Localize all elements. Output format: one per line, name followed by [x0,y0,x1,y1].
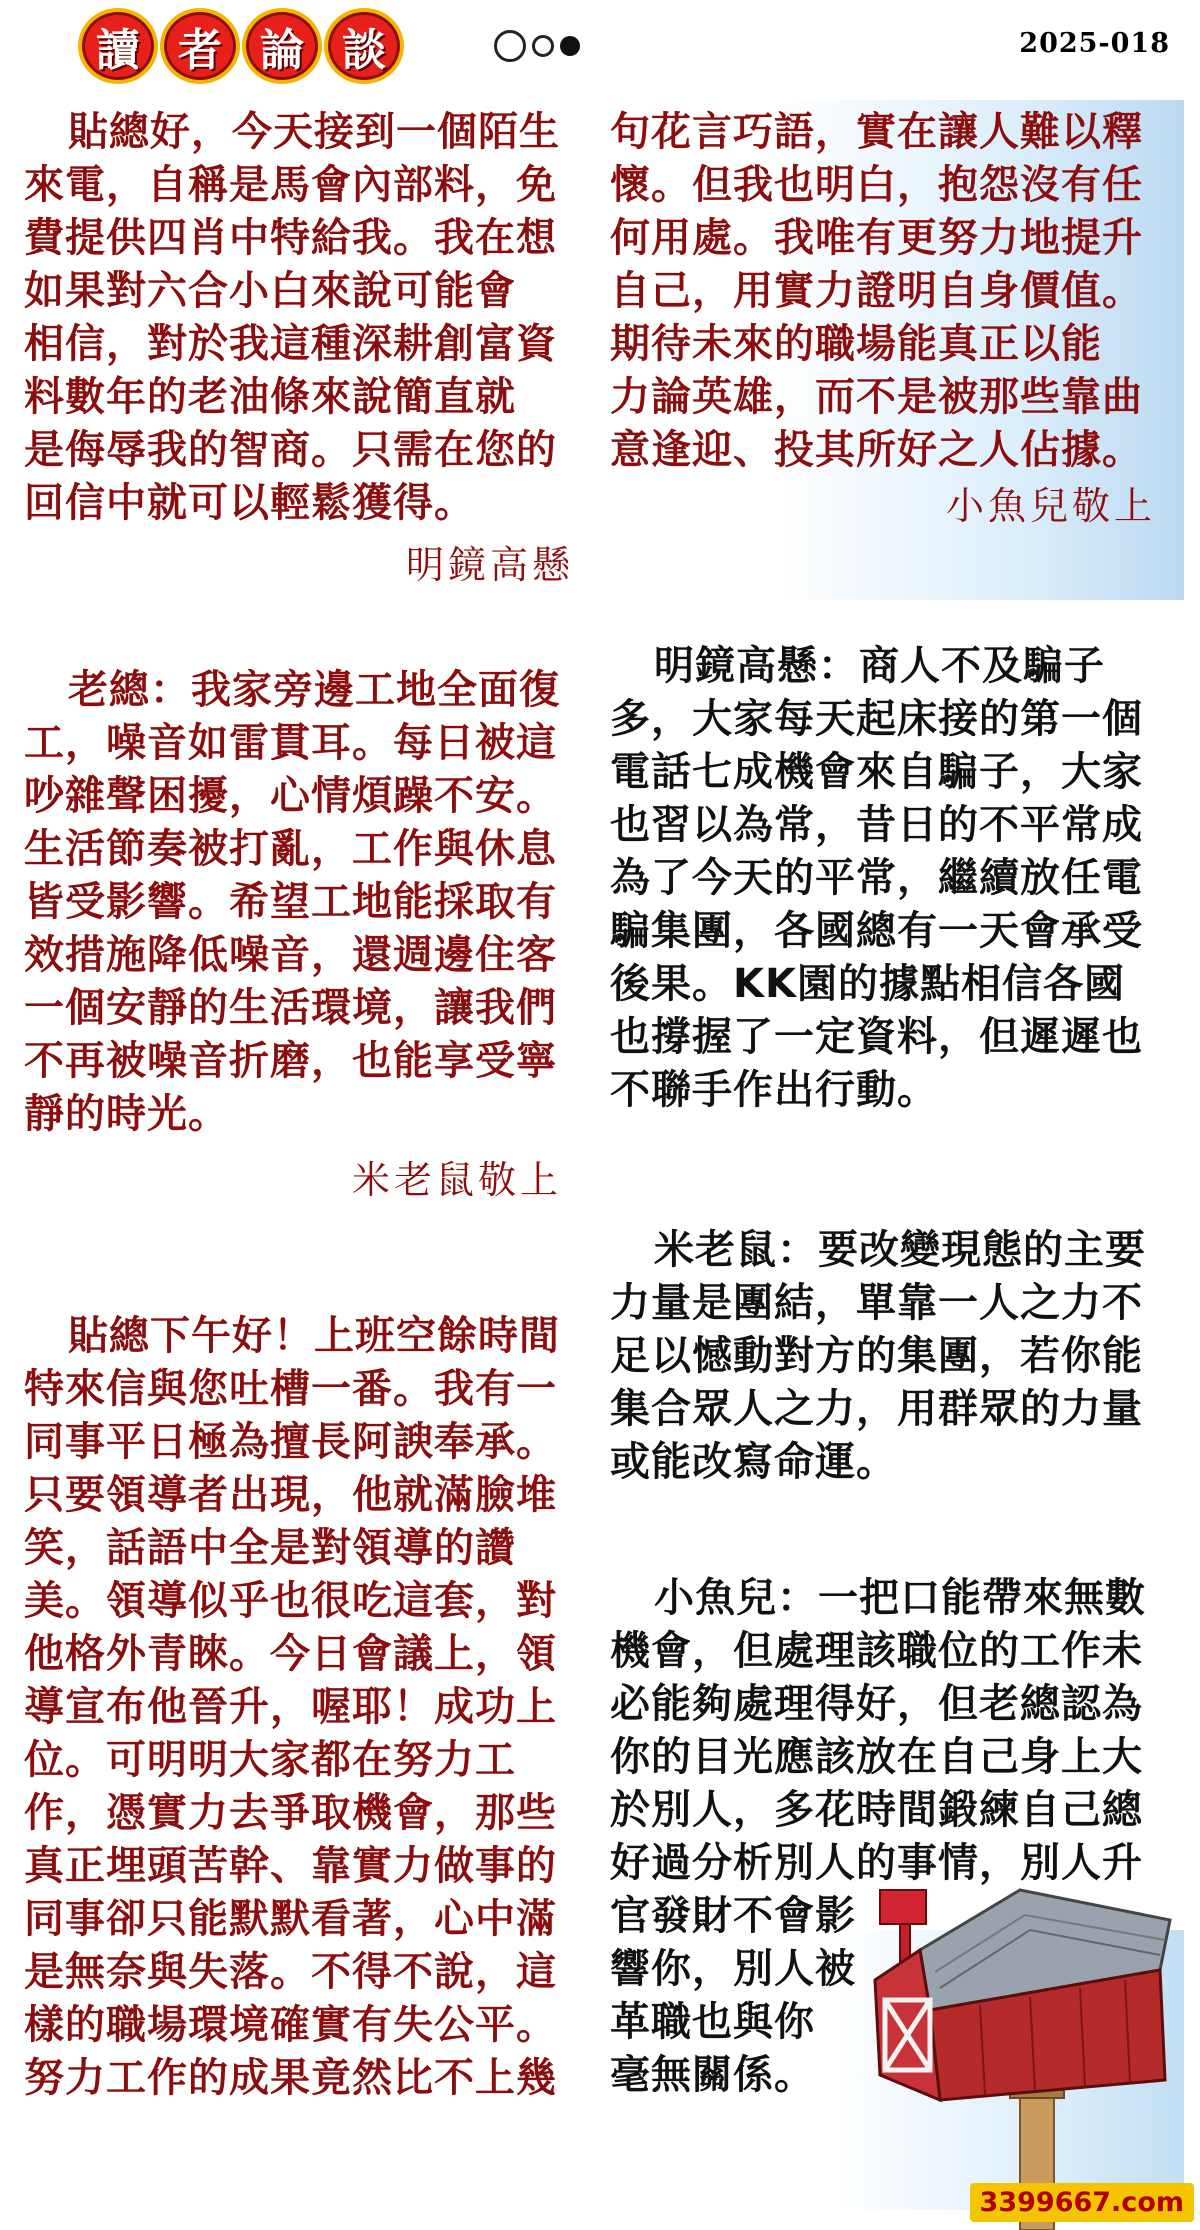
text-line: 如果對六合小白來說可能會 [24,268,516,314]
text-line: 毫無關係。 [610,2052,815,2098]
title-char-badge: 者 [160,8,240,84]
text-line: 同事卻只能默默看著，心中滿 [24,1896,557,1942]
mailbox-icon [860,1860,1190,2230]
letter-signature: 小魚兒敬上 [945,484,1156,528]
text-line: 作，憑實力去爭取機會，那些 [24,1790,557,1836]
text-line: 句花言巧語，實在讓人難以釋 [610,109,1143,155]
site-watermark: 3399667.com [970,2183,1194,2222]
issue-number: 2025-018 [1019,28,1170,59]
ring-dot-icon [494,30,526,62]
text-line: 他格外青睞。今日會議上，領 [24,1631,557,1677]
column-header [0,0,1200,92]
text-line: 電話七成機會來自騙子，大家 [610,749,1143,795]
text-line: 為了今天的平常，繼續放任電 [610,855,1143,901]
text-line: 料數年的老油條來說簡直就 [24,374,516,420]
text-line: 只要領導者出現，他就滿臉堆 [24,1472,557,1518]
text-line: 何用處。我唯有更努力地提升 [610,215,1143,261]
text-line: 生活節奏被打亂，工作與休息 [24,826,557,872]
text-line: 好過分析別人的事情，別人升 [610,1840,1143,1886]
text-line: 不再被噪音折磨，也能享受寧 [24,1038,557,1084]
text-line: 費提供四肖中特給我。我在想 [24,215,557,261]
text-line: 皆受影響。希望工地能採取有 [24,879,557,925]
reply-1 [610,640,1170,1117]
title-char-badge: 論 [242,8,322,84]
text-line: 回信中就可以輕鬆獲得。 [24,480,475,526]
column-title [78,8,404,86]
text-line: 力量是團結，單靠一人之力不 [610,1280,1143,1326]
text-line: 老總：我家旁邊工地全面復 [68,667,560,713]
text-line: 米老鼠：要改變現態的主要 [654,1227,1146,1273]
letter-3 [24,1310,584,2105]
text-line: 懷。但我也明白，抱怨沒有任 [610,162,1143,208]
text-line: 明鏡高懸：商人不及騙子 [654,643,1105,689]
text-line: 力論英雄，而不是被那些靠曲 [610,374,1143,420]
text-line: 特來信與您吐槽一番。我有一 [24,1366,557,1412]
letter-text [24,106,584,530]
text-line: 革職也與你 [610,1999,815,2045]
text-line: 不聯手作出行動。 [610,1067,938,1113]
reply-2 [610,1224,1170,1489]
filled-dot-icon [560,36,580,56]
ring-dot-icon [532,35,554,57]
text-line: 足以憾動對方的集團，若你能 [610,1333,1143,1379]
letter-1 [24,106,584,590]
text-line: 美。領導似乎也很吃這套，對 [24,1578,557,1624]
text-line: 必能夠處理得好，但老總認為 [610,1681,1143,1727]
text-line: 相信，對於我這種深耕創富資 [24,321,557,367]
text-line: 吵雜聲困擾，心情煩躁不安。 [24,773,557,819]
decorative-dots [494,30,580,62]
text-line: 官發財不會影 [610,1893,856,1939]
text-line: 自己，用實力證明自身價值。 [610,268,1143,314]
title-char-badge: 讀 [78,8,158,84]
title-char-badge: 談 [324,8,404,84]
text-line: 努力工作的成果竟然比不上幾 [24,2055,557,2101]
text-line: 貼總下午好！上班空餘時間 [68,1313,560,1359]
text-line: 笑，話語中全是對領導的讚 [24,1525,516,1571]
text-line: 真正埋頭苦幹、靠實力做事的 [24,1843,557,1889]
letter-text [610,106,1170,477]
text-line: 樣的職場環境確實有失公平。 [24,2002,557,2048]
text-line: 於別人，多花時間鍛練自己總 [610,1787,1143,1833]
text-line: 小魚兒：一把口能帶來無數 [654,1575,1146,1621]
letter-signature: 米老鼠敬上 [351,1158,562,1202]
text-line: 貼總好，今天接到一個陌生 [68,109,560,155]
text-line: 來電，自稱是馬會內部料，免 [24,162,557,208]
letter-text [24,664,584,1141]
text-line: 是無奈與失落。不得不說，這 [24,1949,557,1995]
text-line: 工，噪音如雷貫耳。每日被這 [24,720,557,766]
text-line: 後果。KK園的據點相信各國 [610,961,1125,1007]
text-line: 是侮辱我的智商。只需在您的 [24,427,557,473]
text-line: 或能改寫命運。 [610,1439,897,1485]
text-line: 機會，但處理該職位的工作未 [610,1628,1143,1674]
text-line: 位。可明明大家都在努力工 [24,1737,516,1783]
text-line: 你的目光應該放在自己身上大 [610,1734,1143,1780]
reply-text [610,640,1170,1117]
reply-text [610,1224,1170,1489]
text-line: 靜的時光。 [24,1091,229,1137]
text-line: 效措施降低噪音，還週邊住客 [24,932,557,978]
text-line: 響你，別人被 [610,1946,856,1992]
letter-3-continued [610,106,1170,531]
text-line: 導宣布他晉升，喔耶！成功上 [24,1684,557,1730]
text-line: 多，大家每天起床接的第一個 [610,696,1143,742]
letter-2 [24,664,584,1205]
text-line: 騙集團，各國總有一天會承受 [610,908,1143,954]
letter-signature: 明鏡高懸 [405,543,574,587]
text-line: 意逢迎、投其所好之人佔據。 [610,427,1143,473]
text-line: 也撐握了一定資料，但遲遲也 [610,1014,1143,1060]
text-line: 同事平日極為擅長阿諛奉承。 [24,1419,557,1465]
text-line: 期待未來的職場能真正以能 [610,321,1102,367]
letter-text [24,1310,584,2105]
text-line: 一個安靜的生活環境，讓我們 [24,985,557,1031]
text-line: 集合眾人之力，用群眾的力量 [610,1386,1143,1432]
text-line: 也習以為常，昔日的不平常成 [610,802,1143,848]
